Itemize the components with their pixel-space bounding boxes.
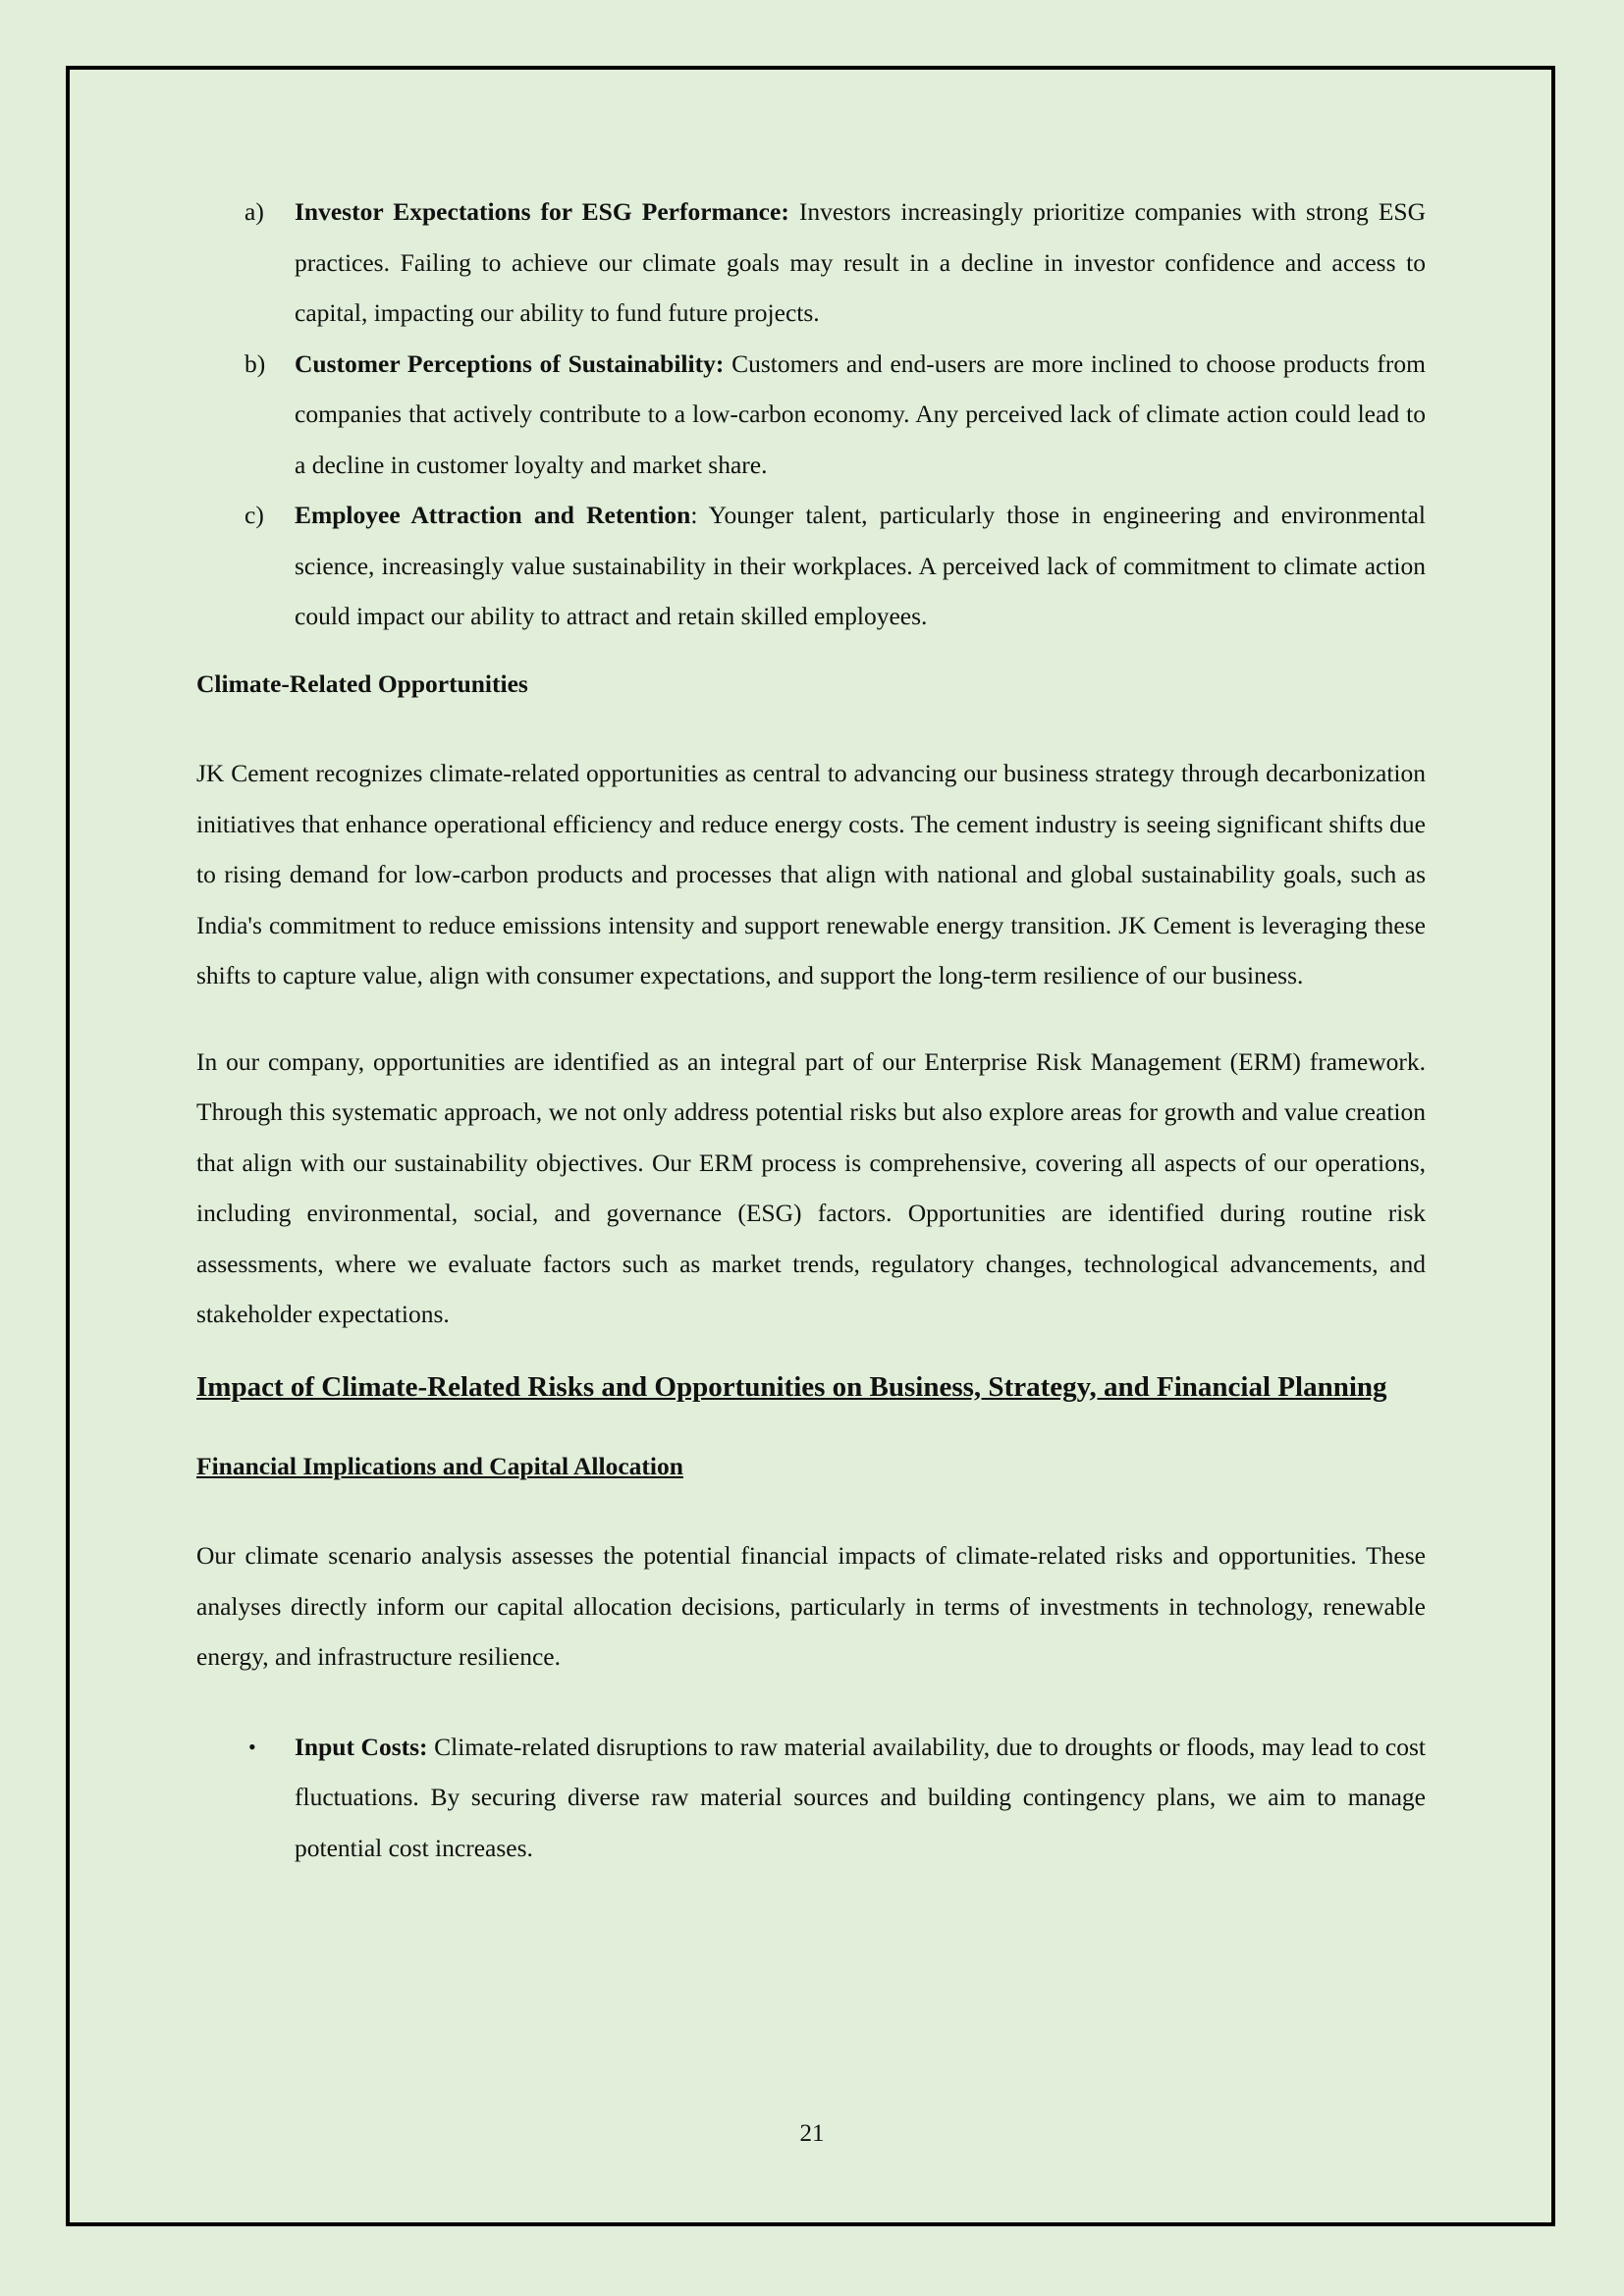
list-marker: b): [244, 348, 266, 378]
list-marker: a): [244, 197, 264, 226]
bullet-text: Climate-related disruptions to raw material availability, due to droughts or floods, may lead to cost fluctuations. By securing diverse raw material sources and building contingency plans, we aim to manage potential cost increases.: [295, 1732, 1426, 1862]
paragraph-opportunities-1: JK Cement recognizes climate-related opportunities as central to advancing our business strategy through decarbonization initiatives that enhance operational efficiency and reduce energy costs. The cement industry is seeing significant shifts due to rising demand for low-carbon products and processes that align with national and global sustainability goals, such as India's commitment to reduce emissions intensity and support renewable energy transition. JK Cement is leveraging these shifts to capture value, align with consumer expectations, and support the long-term resilience of our business.: [196, 759, 1426, 989]
list-item-title: Investor Expectations for ESG Performance:: [295, 197, 789, 226]
list-item-text: : Younger talent, particularly those in engineering and environmental science, increasingly value sustainability in their workplaces. A perceived lack of commitment to climate action could impact our ability to attract and retain skilled employees.: [295, 501, 1427, 630]
list-item-text: Investors increasingly prioritize companies with strong ESG practices. Failing to achieve our climate goals may result in a decline in investor confidence and access to capital, impacting our ability to fund future projects.: [295, 197, 1426, 327]
list-item-investor-expectations: [196, 187, 1426, 339]
list-item-customer-perceptions: [196, 339, 1426, 491]
bullet-title: Input Costs:: [295, 1732, 428, 1761]
list-item-title: Employee Attraction and Retention: [295, 501, 691, 529]
subheading-financial-implications: Financial Implications and Capital Allocation: [196, 1451, 683, 1480]
heading-impact: Impact of Climate-Related Risks and Opportunities on Business, Strategy, and Financial Planning: [196, 1370, 1387, 1403]
heading-climate-opportunities: Climate-Related Opportunities: [196, 668, 528, 698]
page-content: [196, 187, 1426, 1873]
list-item-employee-attraction: [196, 490, 1426, 642]
bullet-icon: •: [248, 1734, 256, 1759]
list-item-title: Customer Perceptions of Sustainability:: [295, 348, 725, 378]
list-marker: c): [244, 501, 264, 529]
page-number: 21: [799, 2120, 825, 2147]
bullet-input-costs: [196, 1722, 1426, 1874]
list-item-text: Customers and end-users are more inclined to choose products from companies that actively contribute to a low-carbon economy. Any perceived lack of climate action could lead to a decline in customer loyalty and market share.: [295, 348, 1426, 479]
paragraph-opportunities-2: In our company, opportunities are identified as an integral part of our Enterprise Risk Management (ERM) framework. Through this systematic approach, we not only address potential risks but also explore areas for growth and value creation that align with our sustainability objectives. Our ERM process is comprehensive, covering all aspects of our operations, including environmental, social, and governance (ESG) factors. Opportunities are identified during routine risk assessments, where we evaluate factors such as market trends, regulatory changes, technological advancements, and stakeholder expectations.: [196, 1046, 1426, 1328]
paragraph-scenario-analysis: Our climate scenario analysis assesses the potential financial impacts of climate-related risks and opportunities. These analyses directly inform our capital allocation decisions, particularly in terms of investments in technology, renewable energy, and infrastructure resilience.: [196, 1541, 1426, 1671]
